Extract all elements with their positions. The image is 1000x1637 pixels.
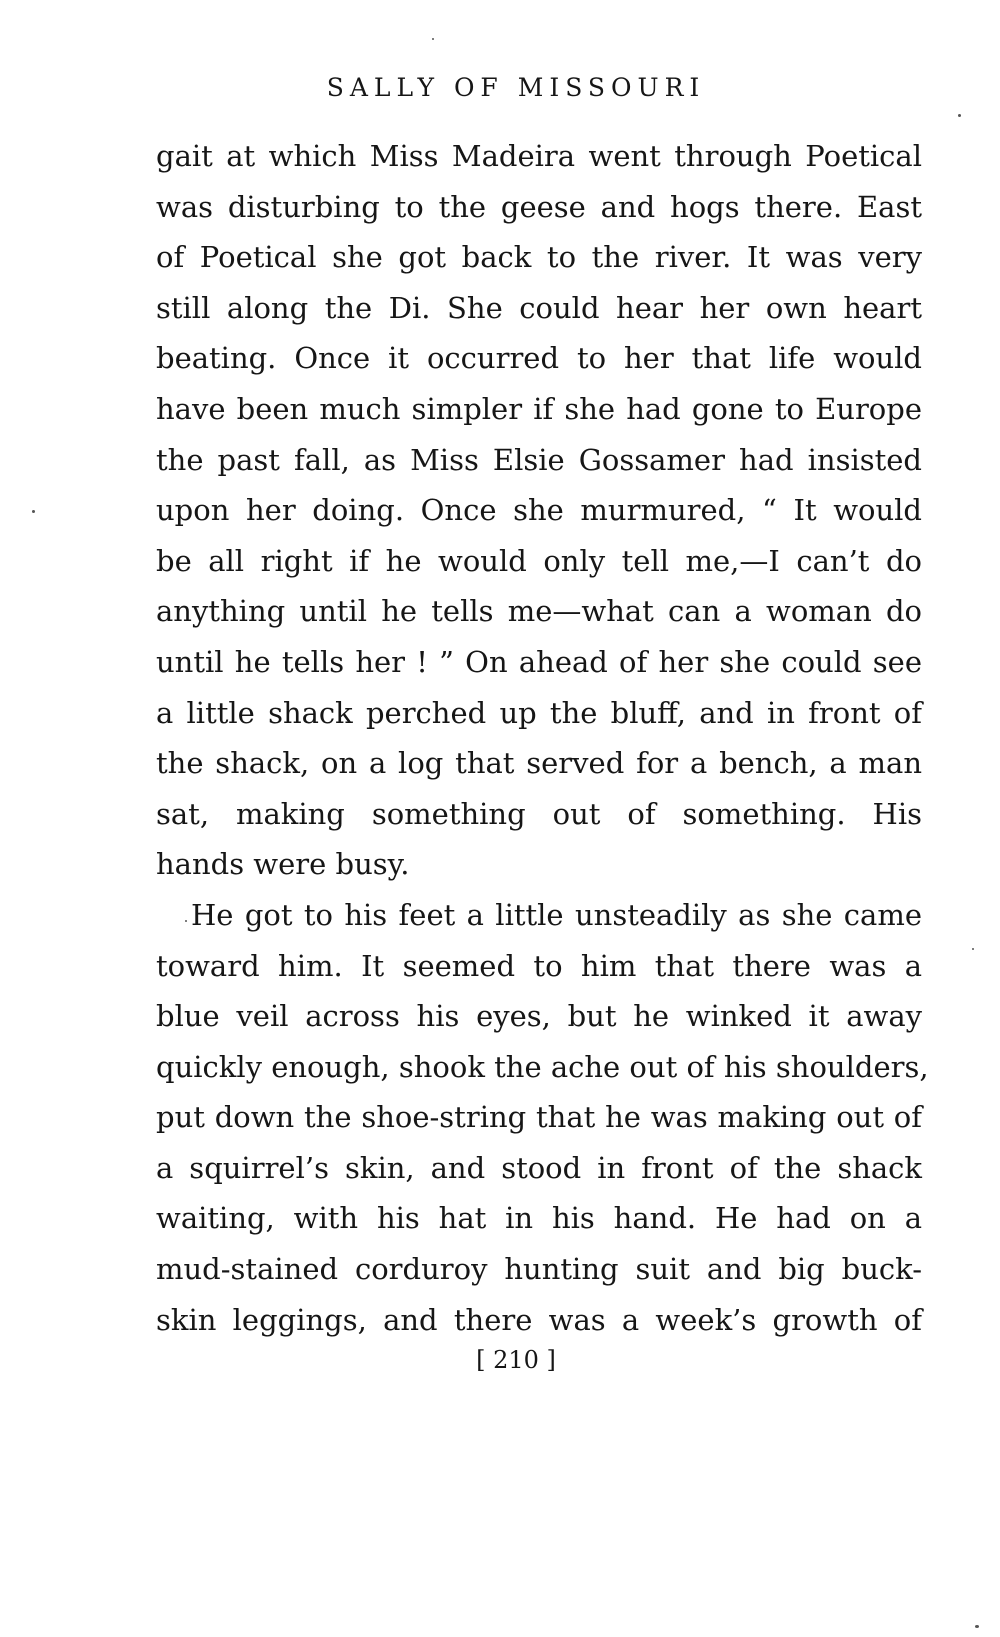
text-line: beating. Once it occurred to her that life would xyxy=(156,341,922,376)
print-speck xyxy=(32,510,35,513)
text-line: put down the shoe-string that he was making out of xyxy=(156,1100,922,1135)
print-speck xyxy=(432,38,434,40)
print-speck xyxy=(185,920,187,922)
text-line: a squirrel’s skin, and stood in front of the shack xyxy=(156,1150,922,1185)
text-line: upon her doing. Once she murmured, “ It would xyxy=(156,493,922,528)
text-line: a little shack perched up the bluff, and in front of xyxy=(156,695,922,730)
text-line: skin leggings, and there was a week’s growth of xyxy=(156,1302,922,1337)
text-line: be all right if he would only tell me,—I can’t do xyxy=(156,543,922,578)
print-speck xyxy=(975,1625,979,1628)
paragraph-2 xyxy=(156,890,929,1345)
text-line: toward him. It seemed to him that there was a xyxy=(156,948,922,983)
text-line: mud-stained corduroy hunting suit and big buck- xyxy=(156,1252,922,1287)
text-line: was disturbing to the geese and hogs there. East xyxy=(156,189,922,224)
text-line: the past fall, as Miss Elsie Gossamer had insisted xyxy=(156,442,922,477)
text-line: of Poetical she got back to the river. It was very xyxy=(156,240,922,275)
paragraph-1 xyxy=(156,131,922,890)
text-line: waiting, with his hat in his hand. He had on a xyxy=(156,1201,922,1236)
text-line: still along the Di. She could hear her own heart xyxy=(156,290,922,325)
text-line: He got to his feet a little unsteadily as she came xyxy=(191,897,922,932)
running-head: SALLY OF MISSOURI xyxy=(326,73,706,102)
text-line: have been much simpler if she had gone to Europe xyxy=(156,391,922,426)
text-line: until he tells her ! ” On ahead of her she could see xyxy=(156,644,922,679)
text-line: blue veil across his eyes, but he winked it away xyxy=(156,999,922,1034)
text-line: hands were busy. xyxy=(156,847,410,882)
text-line: gait at which Miss Madeira went through Poetical xyxy=(156,139,922,173)
text-line: anything until he tells me—what can a woman do xyxy=(156,594,922,629)
text-line: sat, making something out of something. His xyxy=(156,796,922,831)
print-speck xyxy=(958,114,961,117)
body-text xyxy=(156,131,929,1345)
print-speck xyxy=(972,948,974,950)
text-line: the shack, on a log that served for a bench, a man xyxy=(156,746,922,781)
page-number: [ 210 ] xyxy=(476,1346,556,1374)
text-line: quickly enough, shook the ache out of his shoulders, xyxy=(156,1049,929,1084)
